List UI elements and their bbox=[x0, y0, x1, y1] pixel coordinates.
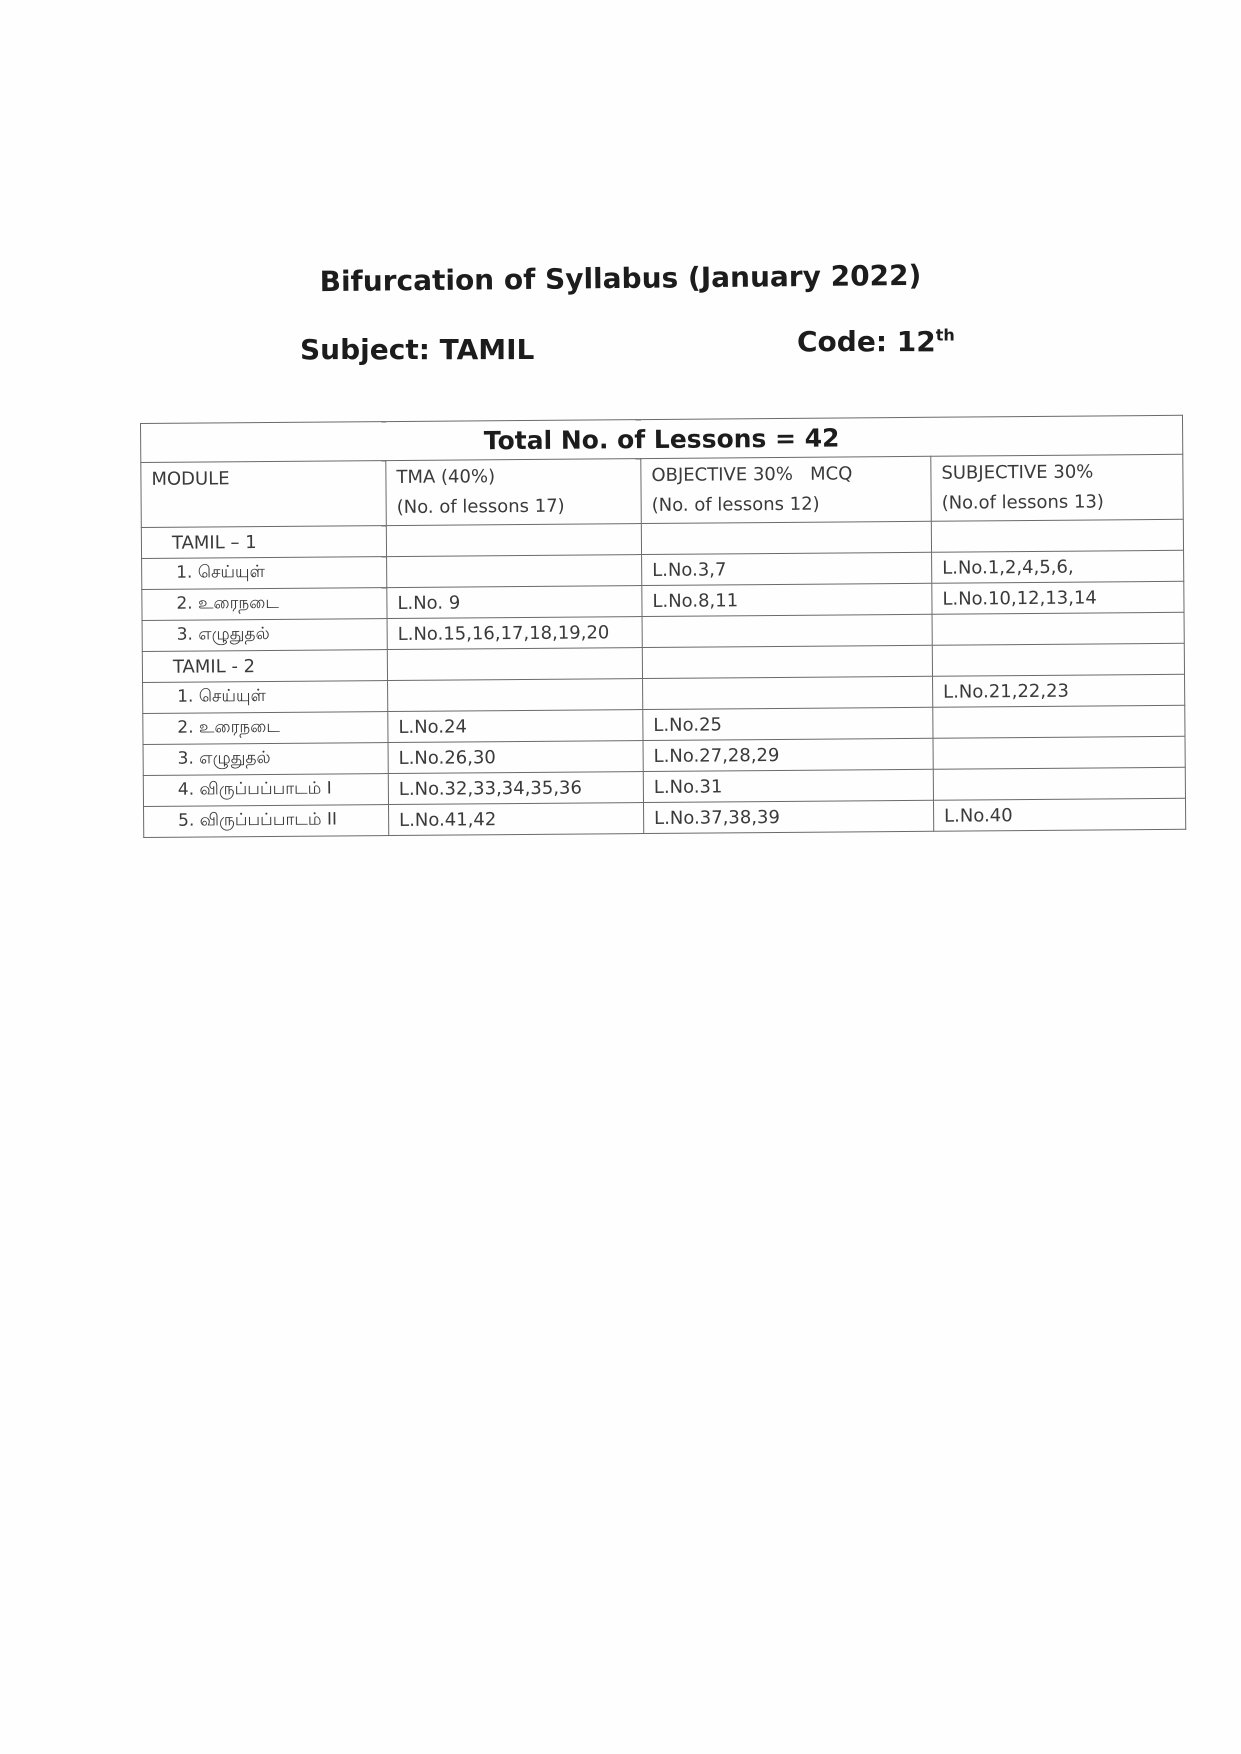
tma-cell bbox=[386, 524, 641, 557]
objective-cell: L.No.31 bbox=[643, 769, 933, 802]
tma-cell bbox=[387, 648, 642, 681]
header-module-label: MODULE bbox=[151, 468, 230, 490]
header-tma bbox=[386, 459, 642, 526]
module-cell: 3. எழுதுதல் bbox=[142, 619, 387, 652]
header-module bbox=[141, 461, 387, 528]
header-tma-label: TMA (40%) bbox=[396, 466, 496, 488]
header-subjective-sub: (No.of lessons 13) bbox=[941, 491, 1104, 514]
header-tma-sub: (No. of lessons 17) bbox=[396, 495, 565, 518]
subjective-cell: L.No.40 bbox=[933, 798, 1185, 831]
tma-cell: L.No.32,33,34,35,36 bbox=[388, 772, 643, 805]
module-cell: 4. விருப்பப்பாடம் I bbox=[143, 774, 388, 807]
header-row bbox=[141, 454, 1183, 527]
code-label bbox=[797, 325, 955, 358]
objective-cell bbox=[641, 521, 931, 554]
code-text: Code: 12 bbox=[797, 325, 936, 358]
objective-cell bbox=[642, 645, 932, 678]
header-subjective-label: SUBJECTIVE 30% bbox=[941, 461, 1094, 484]
syllabus-table bbox=[140, 415, 1186, 838]
subjective-cell bbox=[933, 736, 1185, 769]
header-objective bbox=[641, 456, 932, 523]
objective-cell bbox=[643, 676, 933, 709]
module-cell: 2. உரைநடை bbox=[142, 588, 387, 621]
code-suffix: th bbox=[935, 325, 955, 345]
objective-cell: L.No.27,28,29 bbox=[643, 738, 933, 771]
objective-cell: L.No.3,7 bbox=[642, 552, 932, 585]
objective-cell: L.No.8,11 bbox=[642, 583, 932, 616]
subjective-cell bbox=[932, 643, 1184, 676]
subjective-cell: L.No.21,22,23 bbox=[933, 674, 1185, 707]
header-objective-sub: (No. of lessons 12) bbox=[651, 493, 820, 516]
objective-cell: L.No.25 bbox=[643, 707, 933, 740]
objective-cell bbox=[642, 614, 932, 647]
module-cell: 2. உரைநடை bbox=[143, 712, 388, 745]
module-cell: TAMIL – 1 bbox=[141, 526, 386, 559]
header-subjective bbox=[931, 454, 1184, 521]
tma-cell bbox=[388, 679, 643, 712]
tma-cell: L.No. 9 bbox=[387, 586, 642, 619]
subjective-cell bbox=[932, 612, 1184, 645]
tma-cell: L.No.41,42 bbox=[389, 803, 644, 836]
module-cell: TAMIL - 2 bbox=[142, 650, 387, 683]
subjective-cell bbox=[931, 519, 1183, 552]
tma-cell: L.No.26,30 bbox=[388, 741, 643, 774]
subjective-cell: L.No.10,12,13,14 bbox=[932, 581, 1184, 614]
module-cell: 1. செய்யுள் bbox=[143, 681, 388, 714]
module-cell: 3. எழுதுதல் bbox=[143, 743, 388, 776]
module-cell: 1. செய்யுள் bbox=[142, 557, 387, 590]
objective-cell: L.No.37,38,39 bbox=[643, 800, 933, 833]
subjective-cell bbox=[933, 705, 1185, 738]
syllabus-table-container bbox=[140, 415, 1185, 838]
tma-cell: L.No.24 bbox=[388, 710, 643, 743]
subjective-cell bbox=[933, 767, 1185, 800]
document-title: Bifurcation of Syllabus (January 2022) bbox=[319, 258, 922, 299]
total-lessons: Total No. of Lessons = 42 bbox=[141, 415, 1183, 462]
tma-cell bbox=[387, 555, 642, 588]
subject-label: Subject: TAMIL bbox=[300, 333, 535, 366]
subjective-cell: L.No.1,2,4,5,6, bbox=[932, 550, 1184, 583]
module-cell: 5. விருப்பப்பாடம் II bbox=[144, 805, 389, 838]
header-objective-label: OBJECTIVE 30% MCQ bbox=[651, 463, 853, 486]
tma-cell: L.No.15,16,17,18,19,20 bbox=[387, 617, 642, 650]
